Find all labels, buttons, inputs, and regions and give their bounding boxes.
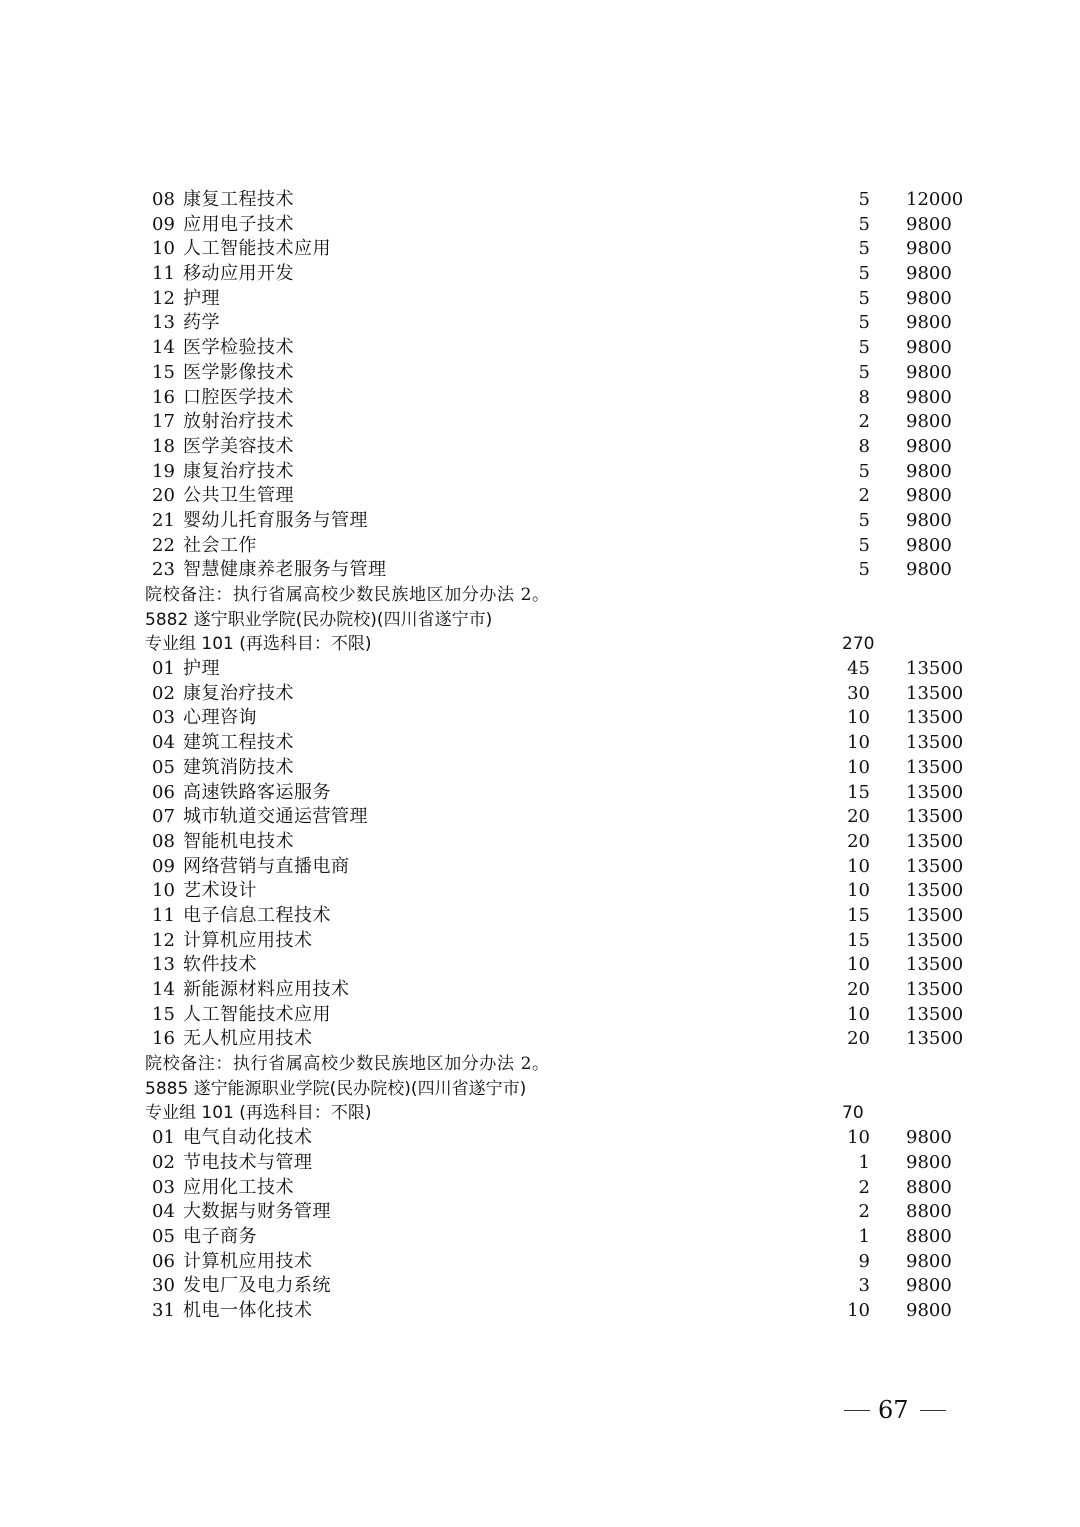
tuition-fee: 9800 bbox=[906, 460, 952, 482]
major-name: 电子商务 bbox=[183, 1225, 257, 1247]
plan-count: 5 bbox=[858, 213, 870, 235]
major-name: 人工智能技术应用 bbox=[183, 1003, 331, 1025]
tuition-fee: 9800 bbox=[906, 1299, 952, 1321]
plan-count: 1 bbox=[858, 1225, 870, 1247]
major-name: 应用电子技术 bbox=[183, 213, 294, 235]
plan-count: 10 bbox=[847, 732, 870, 754]
tuition-fee: 13500 bbox=[906, 855, 964, 877]
major-row bbox=[0, 1151, 1080, 1176]
tuition-fee: 9800 bbox=[906, 1151, 952, 1173]
tuition-fee: 9800 bbox=[906, 534, 952, 556]
major-code: 16 bbox=[152, 1028, 175, 1050]
major-row bbox=[0, 237, 1080, 262]
plan-count: 10 bbox=[847, 855, 870, 877]
major-code: 04 bbox=[152, 732, 175, 754]
tuition-fee: 13500 bbox=[906, 707, 964, 729]
major-name: 大数据与财务管理 bbox=[183, 1201, 331, 1223]
tuition-fee: 9800 bbox=[906, 263, 952, 285]
major-row bbox=[0, 781, 1080, 806]
tuition-fee: 9800 bbox=[906, 559, 952, 581]
major-row bbox=[0, 1003, 1080, 1028]
tuition-fee: 9800 bbox=[906, 361, 952, 383]
plan-count: 1 bbox=[858, 1151, 870, 1173]
major-code: 09 bbox=[152, 855, 175, 877]
major-code: 30 bbox=[152, 1275, 175, 1297]
tuition-fee: 13500 bbox=[906, 929, 964, 951]
major-row bbox=[0, 484, 1080, 509]
page-number: 67 bbox=[878, 1396, 909, 1424]
major-row bbox=[0, 435, 1080, 460]
major-name: 心理咨询 bbox=[183, 707, 257, 729]
major-name: 药学 bbox=[183, 312, 220, 334]
plan-count: 10 bbox=[847, 880, 870, 902]
tuition-fee: 13500 bbox=[906, 979, 964, 1000]
plan-count: 20 bbox=[847, 806, 870, 828]
tuition-fee: 9800 bbox=[906, 386, 952, 408]
school-note: 院校备注：执行省属高校少数民族地区加分办法 2。 bbox=[145, 585, 550, 605]
tuition-fee: 9800 bbox=[906, 287, 952, 309]
tuition-fee: 8800 bbox=[906, 1225, 952, 1247]
major-code: 05 bbox=[152, 1225, 175, 1247]
major-code: 07 bbox=[152, 806, 175, 828]
plan-count: 45 bbox=[847, 658, 870, 680]
major-row bbox=[0, 287, 1080, 312]
plan-count: 5 bbox=[858, 460, 870, 482]
major-name: 发电厂及电力系统 bbox=[183, 1275, 331, 1297]
group-row bbox=[0, 1101, 1080, 1126]
tuition-fee: 13500 bbox=[906, 682, 964, 704]
tuition-fee: 9800 bbox=[906, 312, 952, 334]
major-row bbox=[0, 386, 1080, 411]
plan-count: 5 bbox=[858, 312, 870, 334]
plan-count: 15 bbox=[847, 929, 870, 951]
plan-count: 5 bbox=[858, 559, 870, 581]
major-row bbox=[0, 1176, 1080, 1201]
major-code: 10 bbox=[152, 880, 175, 902]
page-number-footer bbox=[0, 1394, 1080, 1428]
major-code: 03 bbox=[152, 1176, 175, 1198]
tuition-fee: 13500 bbox=[906, 658, 964, 680]
major-code: 15 bbox=[152, 361, 175, 383]
major-name: 计算机应用技术 bbox=[183, 1250, 313, 1272]
tuition-fee: 13500 bbox=[906, 954, 964, 976]
major-name: 计算机应用技术 bbox=[183, 929, 313, 951]
major-code: 19 bbox=[152, 460, 175, 482]
tuition-fee: 9800 bbox=[906, 485, 952, 507]
major-row bbox=[0, 1225, 1080, 1250]
major-name: 公共卫生管理 bbox=[183, 485, 294, 507]
major-row bbox=[0, 706, 1080, 731]
major-name: 电子信息工程技术 bbox=[183, 904, 331, 926]
major-code: 01 bbox=[152, 1127, 175, 1149]
tuition-fee: 9800 bbox=[906, 411, 952, 433]
tuition-fee: 13500 bbox=[906, 1003, 964, 1025]
major-name: 康复治疗技术 bbox=[183, 460, 294, 482]
plan-count: 2 bbox=[858, 485, 870, 507]
major-name: 建筑工程技术 bbox=[183, 732, 294, 754]
school-title: 5885 遂宁能源职业学院(民办院校)(四川省遂宁市) bbox=[145, 1078, 527, 1099]
left-dash bbox=[844, 1410, 870, 1411]
major-row bbox=[0, 731, 1080, 756]
major-name: 应用化工技术 bbox=[183, 1176, 294, 1198]
major-row bbox=[0, 1027, 1080, 1052]
tuition-fee: 9800 bbox=[906, 435, 952, 457]
major-row bbox=[0, 311, 1080, 336]
school-note: 院校备注：执行省属高校少数民族地区加分办法 2。 bbox=[145, 1054, 550, 1075]
admission-plan-list bbox=[0, 188, 1080, 1324]
major-code: 18 bbox=[152, 435, 175, 457]
major-name: 建筑消防技术 bbox=[183, 756, 294, 778]
major-code: 06 bbox=[152, 781, 175, 803]
major-row bbox=[0, 1200, 1080, 1225]
plan-count: 5 bbox=[858, 337, 870, 359]
tuition-fee: 13500 bbox=[906, 806, 964, 828]
plan-count: 10 bbox=[847, 954, 870, 976]
major-name: 软件技术 bbox=[183, 954, 257, 976]
tuition-fee: 9800 bbox=[906, 238, 952, 260]
group-total: 270 bbox=[842, 634, 875, 655]
plan-count: 30 bbox=[847, 682, 870, 704]
major-name: 社会工作 bbox=[183, 534, 257, 556]
plan-count: 10 bbox=[847, 756, 870, 778]
major-row bbox=[0, 1299, 1080, 1324]
major-name: 人工智能技术应用 bbox=[183, 238, 331, 260]
plan-count: 10 bbox=[847, 1299, 870, 1321]
major-code: 11 bbox=[152, 904, 175, 926]
major-row bbox=[0, 929, 1080, 954]
tuition-fee: 9800 bbox=[906, 509, 952, 531]
major-code: 31 bbox=[152, 1299, 175, 1321]
plan-count: 3 bbox=[858, 1275, 870, 1297]
plan-count: 8 bbox=[858, 386, 870, 408]
major-group-title: 专业组 101 (再选科目：不限) bbox=[145, 634, 372, 655]
major-name: 机电一体化技术 bbox=[183, 1299, 313, 1321]
major-code: 03 bbox=[152, 707, 175, 729]
major-group-title: 专业组 101 (再选科目：不限) bbox=[145, 1103, 372, 1124]
plan-count: 5 bbox=[858, 287, 870, 309]
major-row bbox=[0, 336, 1080, 361]
plan-count: 10 bbox=[847, 1003, 870, 1025]
major-row bbox=[0, 756, 1080, 781]
tuition-fee: 9800 bbox=[906, 337, 952, 359]
tuition-fee: 9800 bbox=[906, 1275, 952, 1297]
major-code: 01 bbox=[152, 658, 175, 680]
plan-count: 10 bbox=[847, 707, 870, 729]
plan-count: 5 bbox=[858, 189, 870, 210]
major-code: 09 bbox=[152, 213, 175, 235]
major-code: 22 bbox=[152, 534, 175, 556]
major-name: 婴幼儿托育服务与管理 bbox=[183, 509, 368, 531]
plan-count: 9 bbox=[858, 1250, 870, 1272]
major-code: 04 bbox=[152, 1201, 175, 1223]
major-row bbox=[0, 213, 1080, 238]
plan-count: 20 bbox=[847, 1028, 870, 1050]
major-name: 智能机电技术 bbox=[183, 830, 294, 852]
major-name: 医学影像技术 bbox=[183, 361, 294, 383]
plan-count: 5 bbox=[858, 361, 870, 383]
major-name: 网络营销与直播电商 bbox=[183, 855, 350, 877]
major-name: 电气自动化技术 bbox=[183, 1127, 313, 1149]
plan-count: 8 bbox=[858, 435, 870, 457]
tuition-fee: 13500 bbox=[906, 1028, 964, 1050]
major-row bbox=[0, 361, 1080, 386]
major-name: 护理 bbox=[183, 658, 220, 680]
tuition-fee: 9800 bbox=[906, 1250, 952, 1272]
major-name: 放射治疗技术 bbox=[183, 411, 294, 433]
major-name: 康复治疗技术 bbox=[183, 682, 294, 704]
tuition-fee: 9800 bbox=[906, 213, 952, 235]
major-row bbox=[0, 509, 1080, 534]
tuition-fee: 12000 bbox=[906, 189, 964, 210]
major-name: 城市轨道交通运营管理 bbox=[183, 806, 368, 828]
major-row bbox=[0, 904, 1080, 929]
major-name: 口腔医学技术 bbox=[183, 386, 294, 408]
plan-count: 15 bbox=[847, 904, 870, 926]
major-code: 08 bbox=[152, 830, 175, 852]
major-row bbox=[0, 682, 1080, 707]
plan-count: 2 bbox=[858, 1176, 870, 1198]
major-name: 智慧健康养老服务与管理 bbox=[183, 559, 387, 581]
school-row bbox=[0, 1077, 1080, 1102]
major-name: 护理 bbox=[183, 287, 220, 309]
major-code: 17 bbox=[152, 411, 175, 433]
plan-count: 5 bbox=[858, 509, 870, 531]
major-code: 12 bbox=[152, 287, 175, 309]
school-title: 5882 遂宁职业学院(民办院校)(四川省遂宁市) bbox=[145, 609, 493, 630]
tuition-fee: 13500 bbox=[906, 781, 964, 803]
tuition-fee: 13500 bbox=[906, 732, 964, 754]
major-row bbox=[0, 805, 1080, 830]
major-row bbox=[0, 558, 1080, 583]
plan-count: 10 bbox=[847, 1127, 870, 1149]
major-row bbox=[0, 188, 1080, 213]
right-dash bbox=[920, 1410, 946, 1411]
tuition-fee: 13500 bbox=[906, 756, 964, 778]
major-row bbox=[0, 410, 1080, 435]
major-code: 16 bbox=[152, 386, 175, 408]
major-row bbox=[0, 460, 1080, 485]
major-row bbox=[0, 1250, 1080, 1275]
plan-count: 5 bbox=[858, 238, 870, 260]
tuition-fee: 9800 bbox=[906, 1127, 952, 1149]
major-row bbox=[0, 1274, 1080, 1299]
major-name: 节电技术与管理 bbox=[183, 1151, 313, 1173]
major-code: 02 bbox=[152, 682, 175, 704]
major-name: 医学检验技术 bbox=[183, 337, 294, 359]
major-row bbox=[0, 855, 1080, 880]
tuition-fee: 13500 bbox=[906, 904, 964, 926]
group-row bbox=[0, 632, 1080, 657]
major-row bbox=[0, 978, 1080, 1003]
major-code: 23 bbox=[152, 559, 175, 581]
tuition-fee: 8800 bbox=[906, 1201, 952, 1223]
plan-count: 2 bbox=[858, 411, 870, 433]
plan-count: 5 bbox=[858, 263, 870, 285]
major-row bbox=[0, 262, 1080, 287]
tuition-fee: 13500 bbox=[906, 880, 964, 902]
major-row bbox=[0, 879, 1080, 904]
plan-count: 5 bbox=[858, 534, 870, 556]
major-row bbox=[0, 953, 1080, 978]
major-code: 13 bbox=[152, 312, 175, 334]
major-code: 21 bbox=[152, 509, 175, 531]
major-code: 08 bbox=[152, 189, 175, 210]
group-total: 70 bbox=[842, 1103, 864, 1124]
major-name: 无人机应用技术 bbox=[183, 1028, 313, 1050]
major-code: 11 bbox=[152, 263, 175, 285]
note-row bbox=[0, 583, 1080, 608]
tuition-fee: 13500 bbox=[906, 830, 964, 852]
major-code: 13 bbox=[152, 954, 175, 976]
note-row bbox=[0, 1052, 1080, 1077]
major-code: 12 bbox=[152, 929, 175, 951]
major-name: 新能源材料应用技术 bbox=[183, 979, 350, 1000]
plan-count: 20 bbox=[847, 830, 870, 852]
plan-count: 15 bbox=[847, 781, 870, 803]
major-row bbox=[0, 657, 1080, 682]
major-row bbox=[0, 534, 1080, 559]
major-code: 02 bbox=[152, 1151, 175, 1173]
major-code: 15 bbox=[152, 1003, 175, 1025]
major-name: 医学美容技术 bbox=[183, 435, 294, 457]
major-code: 20 bbox=[152, 485, 175, 507]
major-name: 高速铁路客运服务 bbox=[183, 781, 331, 803]
major-row bbox=[0, 830, 1080, 855]
major-code: 05 bbox=[152, 756, 175, 778]
tuition-fee: 8800 bbox=[906, 1176, 952, 1198]
major-name: 移动应用开发 bbox=[183, 263, 294, 285]
major-row bbox=[0, 1126, 1080, 1151]
major-name: 康复工程技术 bbox=[183, 189, 294, 210]
major-name: 艺术设计 bbox=[183, 880, 257, 902]
major-code: 06 bbox=[152, 1250, 175, 1272]
plan-count: 2 bbox=[858, 1201, 870, 1223]
school-row bbox=[0, 608, 1080, 633]
plan-count: 20 bbox=[847, 979, 870, 1000]
major-code: 10 bbox=[152, 238, 175, 260]
major-code: 14 bbox=[152, 337, 175, 359]
major-code: 14 bbox=[152, 979, 175, 1000]
